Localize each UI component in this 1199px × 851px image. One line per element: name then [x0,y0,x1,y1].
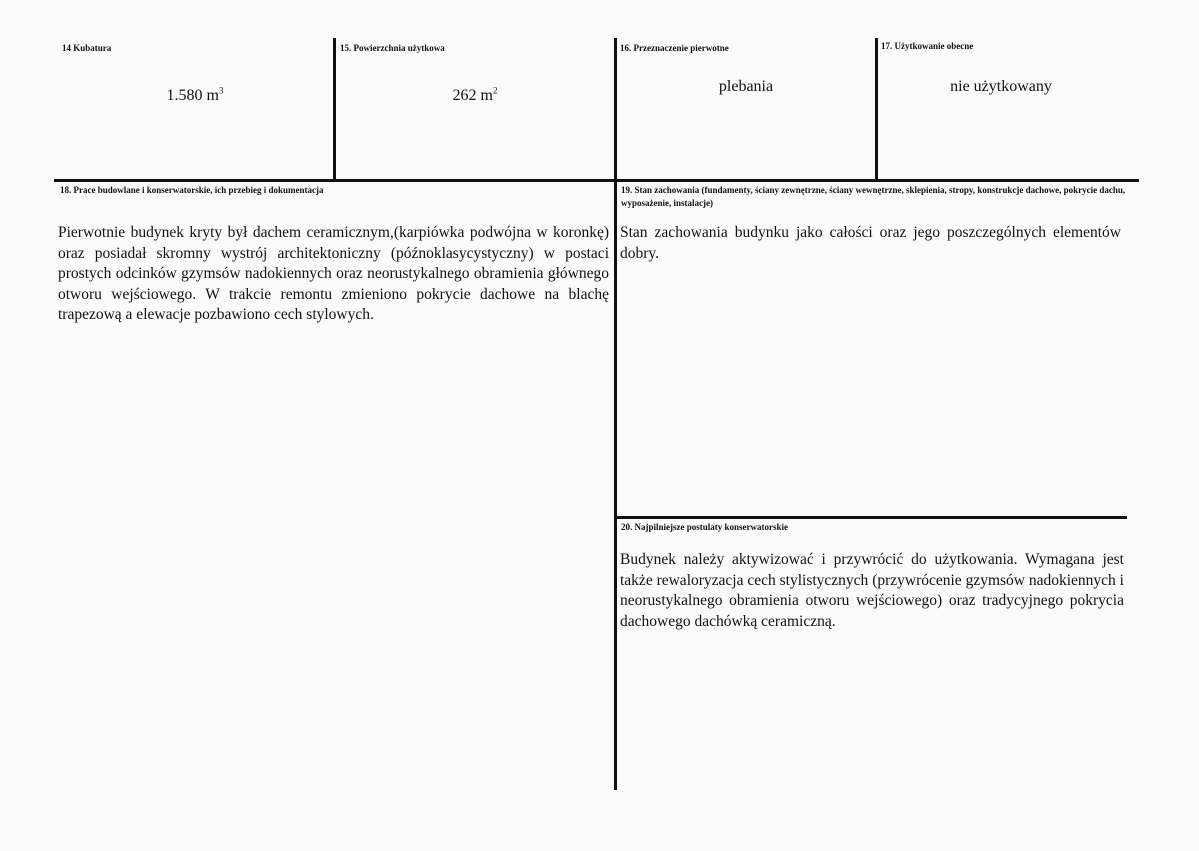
field-16-label: 16. Przeznaczenie pierwotne [620,43,729,53]
field-19-text: Stan zachowania budynku jako całości oraz jego poszczególnych elementów dobry. [620,224,1121,262]
field-18-text: Pierwotnie budynek kryty był dachem ceramicznym,(karpiówka podwójna w koronkę) oraz posiadał skromny wystrój architektoniczny (późnoklasycystyczny) w postaci prostych odcinków gzymsów nadokiennych oraz neorustykalnego obramienia głównego otworu wejściowego. W trakcie remontu zmieniono pokrycie dachowe na blachę trapezową a elewacje pozbawiono cech stylowych. [58,224,609,323]
field-15-number: 262 m [452,87,493,104]
field-17-label: 17. Użytkowanie obecne [881,41,974,51]
field-14-unit-exponent: 3 [218,85,224,96]
divider-h-20 [616,516,1127,519]
field-20-text: Budynek należy aktywizować i przywrócić do użytkowania. Wymagana jest także rewaloryzacja cech stylistycznych (przywrócenie gzymsów nadokiennych i neorustykalnego obramienia otworu wejściowego) oraz tradycyjnego pokrycia dachowego dachówką ceramiczną. [620,551,1124,630]
field-15-unit-exponent: 2 [492,85,498,96]
divider-h-top [54,179,1139,182]
field-15-label: 15. Powierzchnia użytkowa [340,43,445,53]
field-14-number: 1.580 m [166,87,219,104]
divider-v-2 [614,38,617,790]
field-20-label: 20. Najpilniejsze postulaty konserwatorskie [621,522,788,532]
divider-v-1 [333,38,336,180]
field-14-value [60,87,330,105]
field-19-label: 19. Stan zachowania (fundamenty, ściany zewnętrzne, ściany wewnętrzne, sklepienia, stropy, konstrukcje dachowe, pokrycie dachu, wyposażenie, instalacje) [621,185,1126,208]
field-18-label: 18. Prace budowlane i konserwatorskie, ich przebieg i dokumentacja [60,185,324,195]
divider-v-3 [875,38,878,180]
field-14-label: 14 Kubatura [62,43,112,53]
field-15-value [340,87,610,105]
field-17-value: nie użytkowany [950,78,1052,95]
field-16-value: plebania [718,78,774,95]
